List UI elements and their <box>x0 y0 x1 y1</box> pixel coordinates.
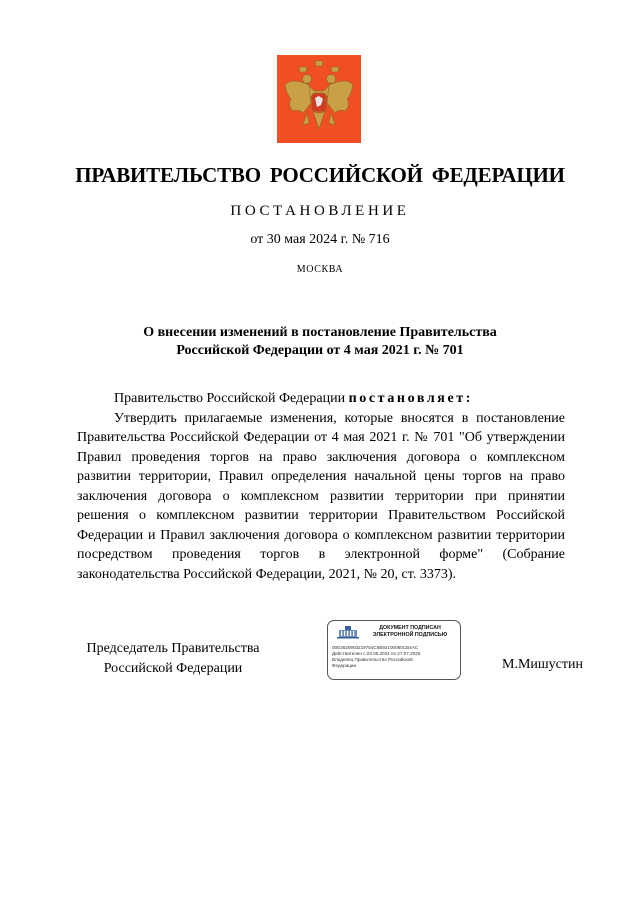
document-subject <box>80 324 560 360</box>
government-building-icon <box>336 625 360 639</box>
document-date-number: от 30 мая 2024 г. № 716 <box>250 232 390 247</box>
certificate-owner-line-2: Федерации <box>332 663 357 668</box>
main-paragraph: Утвердить прилагаемые изменения, которые вносятся в постановление Правительства Российской Федерации от 4 мая 2021 г. № 701 "Об утверждении Правил проведения торгов на право заключения договора о комплексном развитии территории, Правил определения начальной цены торгов на право заключения договора о комплексном развитии территории при принятии решения о комплексном развитии территории Правительством Российской Федерации и Правил заключения договора о комплексном развитии территории посредством проведения торгов в электронной форме" (Собрание законодательства Российской Федерации, 2021, № 20, ст. 3373). <box>77 410 565 582</box>
decree-word: постановляет: <box>348 391 473 406</box>
signature-heading-line-1: ДОКУМЕНТ ПОДПИСАН <box>379 625 441 631</box>
document-city: МОСКВА <box>296 264 344 275</box>
government-title: ПРАВИТЕЛЬСТВО РОССИЙСКОЙ ФЕДЕРАЦИИ <box>75 163 565 187</box>
preamble-paragraph <box>77 389 565 409</box>
document-type: ПОСТАНОВЛЕНИЕ <box>230 203 410 219</box>
preamble-text: Правительство Российской Федерации <box>114 391 349 406</box>
signer-name: М.Мишустин <box>502 657 583 672</box>
certificate-validity: Действителен с 03.05.2024 по 27.07.2025 <box>332 651 421 656</box>
signer-title <box>80 639 266 678</box>
certificate-owner-line-1: Владелец Правительство Российской <box>332 657 413 662</box>
certificate-number: 00E3620903219754C6B92100080CB4AC <box>332 645 419 650</box>
signature-heading <box>362 625 458 638</box>
signer-title-line-2: Российской Федерации <box>103 660 243 676</box>
subject-line-1: О внесении изменений в постановление Правительства <box>143 325 497 340</box>
signature-heading-line-2: ЭЛЕКТРОННОЙ ПОДПИСЬЮ <box>372 631 448 638</box>
document-body <box>77 389 565 584</box>
signer-title-line-1: Председатель Правительства <box>86 641 260 656</box>
subject-line-2: Российской Федерации от 4 мая 2021 г. № 701 <box>176 343 464 358</box>
signature-details <box>332 645 458 669</box>
electronic-signature-stamp <box>327 620 461 680</box>
russian-coat-of-arms-icon <box>277 55 361 143</box>
